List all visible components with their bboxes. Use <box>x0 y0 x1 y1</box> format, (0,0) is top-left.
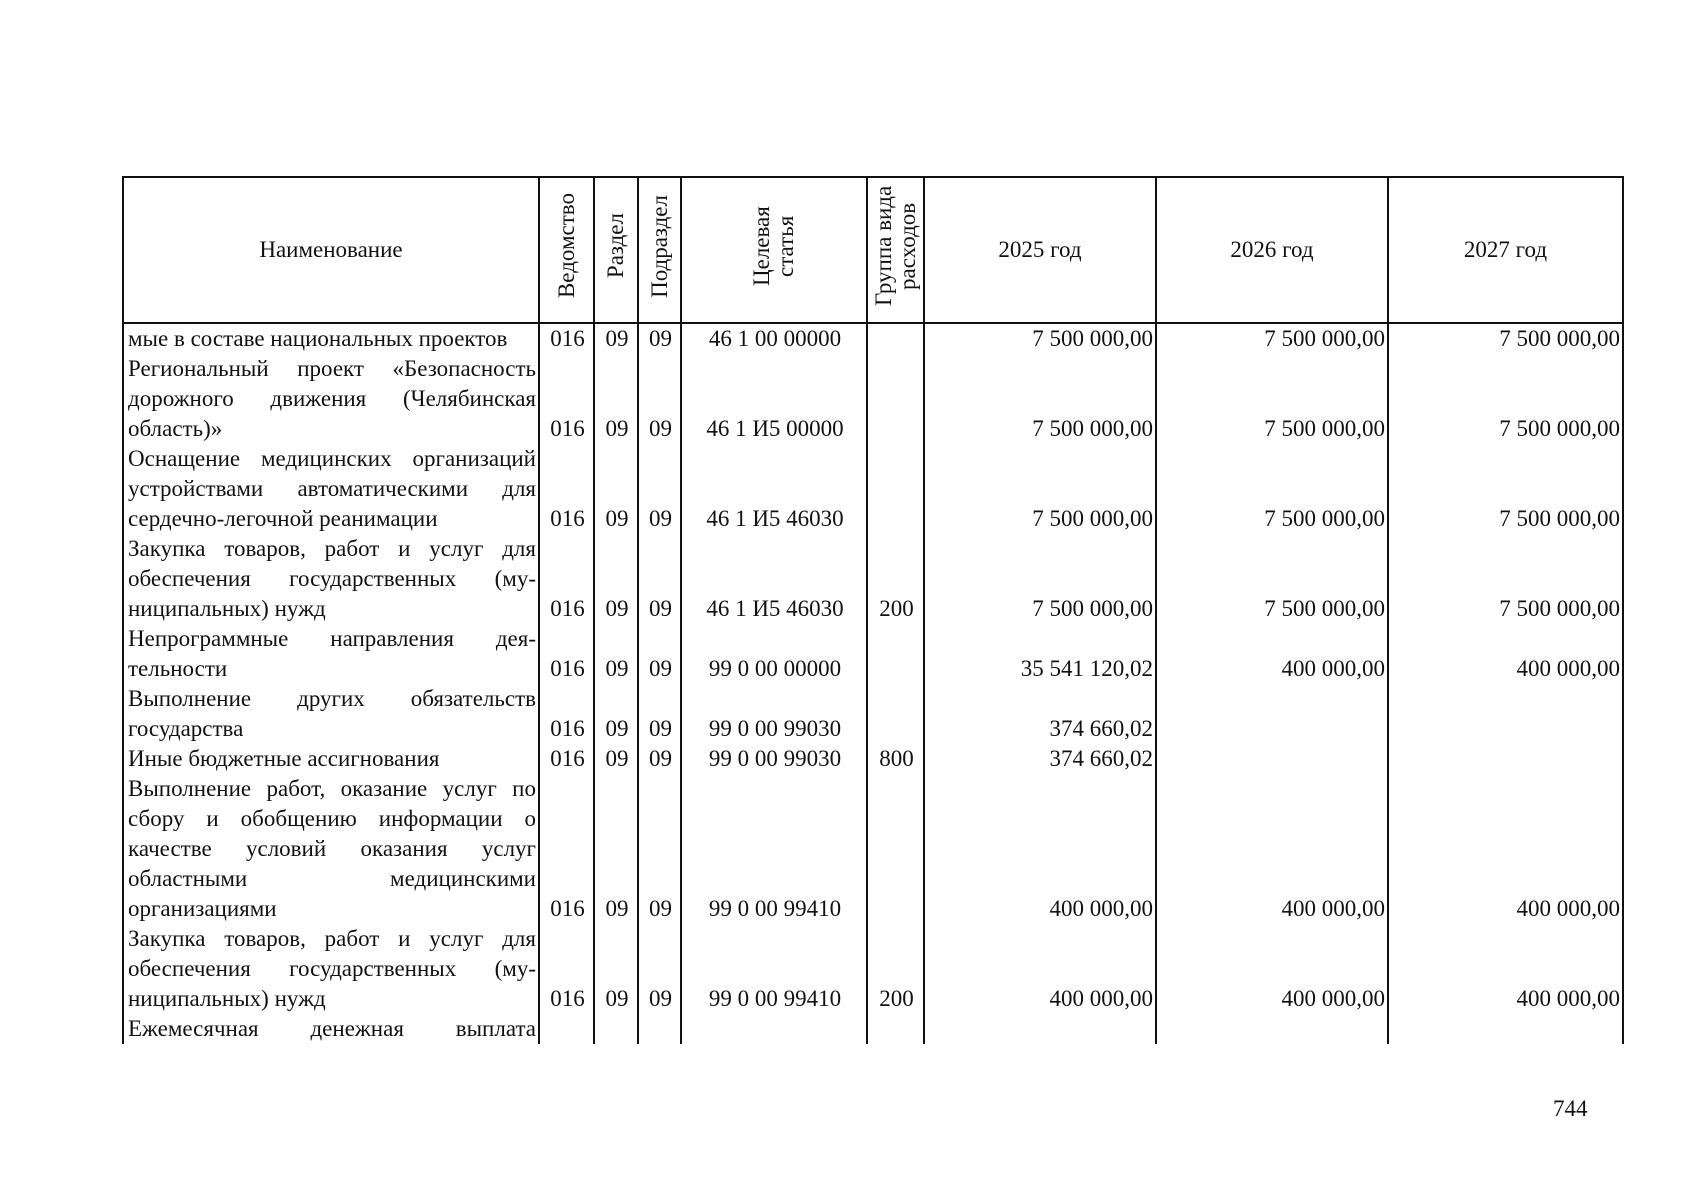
cell-target-article: 99 0 00 99030 <box>681 684 867 744</box>
cell-target-article: 99 0 00 99410 <box>681 924 867 1014</box>
cell-expense-group <box>867 354 924 444</box>
cell-dept-code: 016 <box>539 744 594 774</box>
cell-dept-code <box>539 1014 594 1044</box>
cell-expense-group <box>867 624 924 684</box>
table-row <box>123 534 1623 624</box>
cell-target-article: 46 1 00 00000 <box>681 323 867 354</box>
cell-amount-2026 <box>1156 684 1388 744</box>
header-target <box>681 177 867 323</box>
cell-amount-2027 <box>1388 744 1623 774</box>
cell-expense-group: 200 <box>867 924 924 1014</box>
header-dept-label: Ведомство <box>553 193 579 299</box>
cell-target-article: 46 1 И5 46030 <box>681 444 867 534</box>
cell-target-article <box>681 1014 867 1044</box>
cell-name: мые в составе национальных проектов <box>123 323 539 354</box>
cell-dept-code: 016 <box>539 534 594 624</box>
cell-dept-code: 016 <box>539 354 594 444</box>
cell-expense-group <box>867 774 924 924</box>
cell-expense-group <box>867 1014 924 1044</box>
cell-amount-2026: 7 500 000,00 <box>1156 354 1388 444</box>
cell-name: Выполнение других обязательств государства <box>123 684 539 744</box>
cell-subsection-code: 09 <box>638 744 681 774</box>
cell-subsection-code: 09 <box>638 354 681 444</box>
table-row <box>123 774 1623 924</box>
cell-section-code: 09 <box>594 444 638 534</box>
table-row <box>123 684 1623 744</box>
table-body <box>123 323 1623 1044</box>
cell-section-code: 09 <box>594 744 638 774</box>
header-2026: 2026 год <box>1156 177 1388 323</box>
cell-amount-2027: 7 500 000,00 <box>1388 534 1623 624</box>
cell-subsection-code: 09 <box>638 323 681 354</box>
table-row <box>123 354 1623 444</box>
cell-subsection-code: 09 <box>638 684 681 744</box>
header-expense-group-label: Группа вида расходов <box>870 185 920 307</box>
cell-amount-2025: 7 500 000,00 <box>924 354 1156 444</box>
cell-expense-group: 800 <box>867 744 924 774</box>
cell-section-code: 09 <box>594 624 638 684</box>
cell-expense-group: 200 <box>867 534 924 624</box>
cell-amount-2026 <box>1156 744 1388 774</box>
cell-dept-code: 016 <box>539 624 594 684</box>
cell-section-code: 09 <box>594 534 638 624</box>
cell-name: Иные бюджетные ассигнования <box>123 744 539 774</box>
header-section <box>594 177 638 323</box>
cell-subsection-code: 09 <box>638 534 681 624</box>
cell-amount-2026 <box>1156 1014 1388 1044</box>
cell-expense-group <box>867 323 924 354</box>
cell-amount-2026: 7 500 000,00 <box>1156 323 1388 354</box>
cell-target-article: 99 0 00 00000 <box>681 624 867 684</box>
table-row <box>123 1014 1623 1044</box>
table-header-row <box>123 177 1623 323</box>
cell-subsection-code: 09 <box>638 774 681 924</box>
cell-subsection-code <box>638 1014 681 1044</box>
budget-table <box>122 176 1624 1044</box>
cell-target-article: 99 0 00 99030 <box>681 744 867 774</box>
cell-amount-2026: 400 000,00 <box>1156 924 1388 1014</box>
header-subsection <box>638 177 681 323</box>
cell-dept-code: 016 <box>539 924 594 1014</box>
cell-section-code: 09 <box>594 684 638 744</box>
cell-amount-2027 <box>1388 1014 1623 1044</box>
cell-amount-2027: 400 000,00 <box>1388 774 1623 924</box>
cell-name: Ежемесячная денежная выплата <box>123 1014 539 1044</box>
header-target-label: Целевая статья <box>749 206 798 286</box>
cell-amount-2027 <box>1388 684 1623 744</box>
header-section-label: Раздел <box>603 213 628 279</box>
header-2027: 2027 год <box>1388 177 1623 323</box>
cell-amount-2025: 7 500 000,00 <box>924 444 1156 534</box>
cell-amount-2027: 400 000,00 <box>1388 924 1623 1014</box>
cell-dept-code: 016 <box>539 774 594 924</box>
table-row <box>123 924 1623 1014</box>
cell-target-article: 46 1 И5 46030 <box>681 534 867 624</box>
cell-name: Закупка товаров, работ и услуг для обеспечения государственных (муниципальных) нужд <box>123 534 539 624</box>
cell-amount-2027: 400 000,00 <box>1388 624 1623 684</box>
cell-subsection-code: 09 <box>638 624 681 684</box>
cell-section-code: 09 <box>594 323 638 354</box>
cell-amount-2025: 374 660,02 <box>924 684 1156 744</box>
cell-subsection-code: 09 <box>638 444 681 534</box>
cell-section-code: 09 <box>594 774 638 924</box>
cell-amount-2025: 374 660,02 <box>924 744 1156 774</box>
cell-expense-group <box>867 444 924 534</box>
cell-name: Оснащение медицинских организаций устройствами автоматическими для сердечно-легочной реанимации <box>123 444 539 534</box>
cell-name: Закупка товаров, работ и услуг для обеспечения государственных (муниципальных) нужд <box>123 924 539 1014</box>
cell-name: Выполнение работ, оказание услуг по сбору и обобщению информации о качестве условий оказания услуг областными медицинскими организациями <box>123 774 539 924</box>
cell-dept-code: 016 <box>539 323 594 354</box>
cell-name: Непрограммные направления деятельности <box>123 624 539 684</box>
table-row <box>123 624 1623 684</box>
cell-amount-2026: 7 500 000,00 <box>1156 444 1388 534</box>
cell-target-article: 46 1 И5 00000 <box>681 354 867 444</box>
header-name: Наименование <box>123 177 539 323</box>
cell-dept-code: 016 <box>539 444 594 534</box>
header-expense-group <box>867 177 924 323</box>
table-row <box>123 744 1623 774</box>
cell-amount-2026: 400 000,00 <box>1156 774 1388 924</box>
cell-amount-2025: 35 541 120,02 <box>924 624 1156 684</box>
page-number: 744 <box>1553 1096 1588 1121</box>
cell-subsection-code: 09 <box>638 924 681 1014</box>
table-row <box>123 444 1623 534</box>
cell-section-code <box>594 1014 638 1044</box>
cell-amount-2027: 7 500 000,00 <box>1388 323 1623 354</box>
cell-amount-2025: 7 500 000,00 <box>924 323 1156 354</box>
cell-dept-code: 016 <box>539 684 594 744</box>
cell-amount-2027: 7 500 000,00 <box>1388 444 1623 534</box>
cell-section-code: 09 <box>594 354 638 444</box>
header-2025: 2025 год <box>924 177 1156 323</box>
table-row <box>123 323 1623 354</box>
cell-amount-2025 <box>924 1014 1156 1044</box>
cell-amount-2026: 400 000,00 <box>1156 624 1388 684</box>
cell-amount-2027: 7 500 000,00 <box>1388 354 1623 444</box>
cell-amount-2025: 400 000,00 <box>924 924 1156 1014</box>
cell-name: Региональный проект «Безопасность дорожного движения (Челябинская область)» <box>123 354 539 444</box>
cell-amount-2025: 7 500 000,00 <box>924 534 1156 624</box>
header-dept <box>539 177 594 323</box>
cell-expense-group <box>867 684 924 744</box>
cell-section-code: 09 <box>594 924 638 1014</box>
cell-amount-2025: 400 000,00 <box>924 774 1156 924</box>
header-subsection-label: Подраздел <box>646 194 672 298</box>
cell-target-article: 99 0 00 99410 <box>681 774 867 924</box>
cell-amount-2026: 7 500 000,00 <box>1156 534 1388 624</box>
